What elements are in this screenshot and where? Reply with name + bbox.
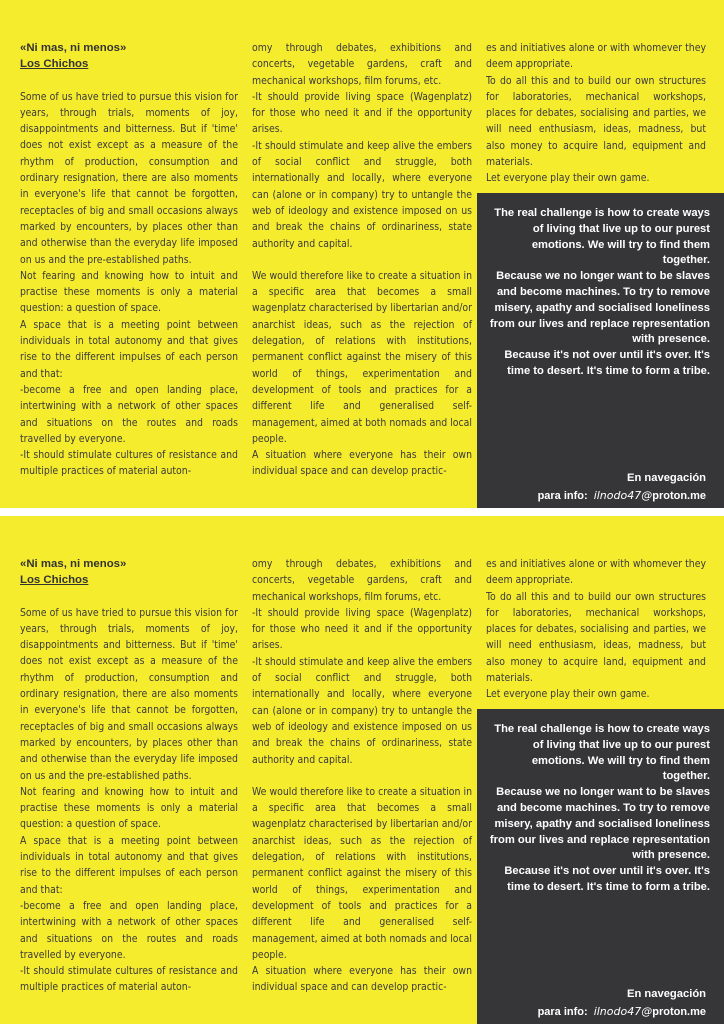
paragraph: To do all this and to build our own structures for laboratories, mechanical workshops, places for debates, socialising and parties, we will need enthusiasm, ideas, madness, but also money to acquire land, equipment and materials. — [486, 590, 706, 685]
info-label: para info: — [537, 490, 588, 502]
paragraph: -It should provide living space (Wagenplatz) for those who need it and if the opportunity arises. — [252, 606, 472, 652]
callout-panel — [477, 709, 724, 1024]
paragraph: -It should provide living space (Wagenplatz) for those who need it and if the opportunity arises. — [252, 90, 472, 136]
paragraph: To do all this and to build our own structures for laboratories, mechanical workshops, places for debates, socialising and parties, we will need enthusiasm, ideas, madness, but also money to acquire land, equipment and materials. — [486, 74, 706, 169]
column-left — [20, 40, 238, 480]
paragraph: omy through debates, exhibitions and concerts, vegetable gardens, craft and mechanical workshops, film forums, etc. — [252, 42, 472, 87]
paragraph: omy through debates, exhibitions and concerts, vegetable gardens, craft and mechanical workshops, film forums, etc. — [252, 558, 472, 603]
paragraph: Some of us have tried to pursue this vision for years, through trials, moments of joy, disappointments and bitterness. But if 'time' does not exist except as a measure of the rhythm of production, consumption and ordinary resignation, there are also moments in everyone's life that cannot be forgotten, receptacles of big and small occasions always marked by encounters, by places other than and otherwise than the everyday life imposed on us and the pre-established paths. — [20, 90, 238, 266]
paragraph: A situation where everyone has their own individual space and can develop practic- — [252, 449, 472, 478]
paragraph: -It should stimulate cultures of resistance and multiple practices of material auton- — [20, 449, 238, 478]
flyer-subtitle: Los Chichos — [20, 58, 89, 71]
email-domain: proton.me — [652, 490, 706, 502]
flyer-top — [0, 0, 724, 508]
paragraph: A space that is a meeting point between individuals in total autonomy and that gives rise to the different impulses of each person and that: — [20, 834, 238, 896]
paragraph: A space that is a meeting point between individuals in total autonomy and that gives rise to the different impulses of each person and that: — [20, 318, 238, 380]
callout-paragraph: Because we no longer want to be slaves and become machines. To try to remove misery, apathy and socialised loneliness from our lives and replace representation with presence. — [489, 786, 710, 862]
flyer-subtitle: Los Chichos — [20, 574, 89, 587]
email-domain: proton.me — [652, 1006, 706, 1018]
paragraph: A situation where everyone has their own individual space and can develop practic- — [252, 965, 472, 994]
paragraph: -It should stimulate cultures of resistance and multiple practices of material auton- — [20, 965, 238, 994]
column-middle — [252, 556, 472, 996]
flyer-title: «Ni mas, ni menos» — [20, 558, 127, 570]
paragraph: es and initiatives alone or with whomever they deem appropriate. — [486, 558, 706, 587]
paragraph: We would therefore like to create a situation in a specific area that becomes a small wagenplatz characterised by libertarian and/or anarchist ideas, such as the rejection of delegation, of relations with institutions, permanent conflict against the misery of this world of things, experimentation and development of tools and practices for a different life and generalised self-management, aimed at both nomads and local people. — [252, 269, 472, 445]
email-user: ilnodo47@ — [593, 489, 653, 502]
contact-line — [538, 1005, 706, 1018]
column-left — [20, 556, 238, 996]
paragraph: Not fearing and knowing how to intuit and practise these moments is only a material question: a question of space. — [20, 785, 238, 831]
callout-paragraph: Because we no longer want to be slaves and become machines. To try to remove misery, apathy and socialised loneliness from our lives and replace representation with presence. — [489, 270, 710, 346]
column-middle — [252, 40, 472, 480]
column-right — [486, 556, 706, 703]
email-user: ilnodo47@ — [593, 1005, 653, 1018]
paragraph: We would therefore like to create a situation in a specific area that becomes a small wagenplatz characterised by libertarian and/or anarchist ideas, such as the rejection of delegation, of relations with institutions, permanent conflict against the misery of this world of things, experimentation and development of tools and practices for a different life and generalised self-management, aimed at both nomads and local people. — [252, 785, 472, 961]
paragraph: Let everyone play their own game. — [486, 688, 650, 701]
callout-paragraph: The real challenge is how to create ways of living that live up to our purest emotions. We will try to find them together. — [494, 723, 710, 783]
cut-line — [0, 508, 724, 516]
paragraph: es and initiatives alone or with whomever they deem appropriate. — [486, 42, 706, 71]
paragraph: Not fearing and knowing how to intuit and practise these moments is only a material question: a question of space. — [20, 269, 238, 315]
callout-text — [485, 722, 710, 896]
callout-paragraph: The real challenge is how to create ways of living that live up to our purest emotions. We will try to find them together. — [494, 207, 710, 267]
callout-paragraph: Because it's not over until it's over. It's time to desert. It's time to form a tribe. — [504, 865, 710, 893]
paragraph: Let everyone play their own game. — [486, 172, 650, 185]
flyer-bottom — [0, 516, 724, 1024]
callout-paragraph: Because it's not over until it's over. It's time to desert. It's time to form a tribe. — [504, 349, 710, 377]
callout-panel — [477, 193, 724, 508]
contact-line — [538, 489, 706, 502]
flyer-title: «Ni mas, ni menos» — [20, 42, 127, 54]
paragraph: -It should stimulate and keep alive the embers of social conflict and struggle, both internationally and locally, where everyone can (alone or in company) try to untangle the web of ideology and existence imposed on us and break the chains of ordinariness, state authority and capital. — [252, 139, 472, 250]
collective-name: En navegación — [627, 988, 706, 1000]
paragraph: -become a free and open landing place, intertwining with a network of other spaces and situations on the routes and roads travelled by everyone. — [20, 899, 238, 961]
info-label: para info: — [537, 1006, 588, 1018]
collective-name: En navegación — [627, 472, 706, 484]
column-right — [486, 40, 706, 187]
callout-text — [485, 206, 710, 380]
paragraph: -It should stimulate and keep alive the embers of social conflict and struggle, both internationally and locally, where everyone can (alone or in company) try to untangle the web of ideology and existence imposed on us and break the chains of ordinariness, state authority and capital. — [252, 655, 472, 766]
paragraph: Some of us have tried to pursue this vision for years, through trials, moments of joy, disappointments and bitterness. But if 'time' does not exist except as a measure of the rhythm of production, consumption and ordinary resignation, there are also moments in everyone's life that cannot be forgotten, receptacles of big and small occasions always marked by encounters, by places other than and otherwise than the everyday life imposed on us and the pre-established paths. — [20, 606, 238, 782]
paragraph: -become a free and open landing place, intertwining with a network of other spaces and situations on the routes and roads travelled by everyone. — [20, 383, 238, 445]
